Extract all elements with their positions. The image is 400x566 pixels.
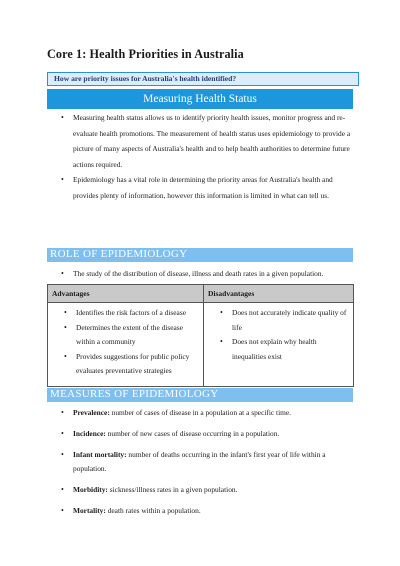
- measuring-points-list: [47, 110, 353, 204]
- disadvantage-item: • Does not accurately indicate quality of life: [204, 306, 353, 335]
- role-section-rule: [47, 261, 353, 262]
- disadvantages-cell: [204, 303, 354, 387]
- measure-item: [47, 427, 353, 441]
- measure-item: [47, 483, 353, 497]
- measure-definition: sickness/illness rates in a given population.: [107, 485, 238, 494]
- measure-definition: number of new cases of disease occurring in a population.: [105, 429, 280, 438]
- question-box: How are priority issues for Australia's health identified?: [47, 72, 359, 86]
- table-header-row: [48, 285, 354, 303]
- advantage-item: • Identifies the risk factors of a disease: [48, 306, 203, 321]
- advantage-item: • Determines the extent of the disease within a community: [48, 321, 203, 350]
- disadvantage-item: • Does not explain why health inequalities exist: [204, 335, 353, 364]
- measure-term: Mortality:: [73, 506, 106, 515]
- measures-section-rule: [47, 401, 353, 402]
- epidemiology-definition-list: [47, 266, 353, 282]
- measure-item: [47, 504, 353, 518]
- measure-item: [47, 448, 353, 476]
- measure-definition: death rates within a population.: [105, 506, 201, 515]
- measure-term: Morbidity:: [73, 485, 108, 494]
- table-row: [48, 303, 354, 387]
- measuring-point: • Measuring health status allows us to identify priority health issues, monitor progress and re-evaluate health promotions. The measurement of health status uses epidemiology to provide a picture of many aspects of Australia's health and to help health authorities to determine future actions required.: [47, 110, 353, 172]
- advantages-table: [47, 284, 354, 387]
- measure-term: Prevalence:: [73, 408, 110, 417]
- measure-definition: number of cases of disease in a population at a specific time.: [109, 408, 292, 417]
- advantages-cell: [48, 303, 204, 387]
- measure-term: Incidence:: [73, 429, 106, 438]
- page-title: Core 1: Health Priorities in Australia: [47, 47, 244, 61]
- measure-term: Infant mortality:: [73, 450, 127, 459]
- measures-section-heading: MEASURES OF EPIDEMIOLOGY: [47, 388, 353, 401]
- measuring-health-banner: Measuring Health Status: [47, 89, 353, 109]
- measure-definition: number of deaths occurring in the infant's first year of life within a population.: [73, 450, 326, 473]
- measuring-point: • Epidemiology has a vital role in determining the priority areas for Australia's health and provides plenty of information, however this information is limited in what can tell us.: [47, 172, 353, 203]
- disadvantages-header: Disadvantages: [204, 285, 354, 303]
- role-section-heading: ROLE OF EPIDEMIOLOGY: [47, 248, 353, 261]
- measures-list: [47, 406, 353, 525]
- epidemiology-definition: • The study of the distribution of disease, illness and death rates in a given population.: [47, 266, 353, 282]
- advantage-item: • Provides suggestions for public policy evaluates preventative strategies: [48, 350, 203, 379]
- advantages-header: Advantages: [48, 285, 204, 303]
- measure-item: [47, 406, 353, 420]
